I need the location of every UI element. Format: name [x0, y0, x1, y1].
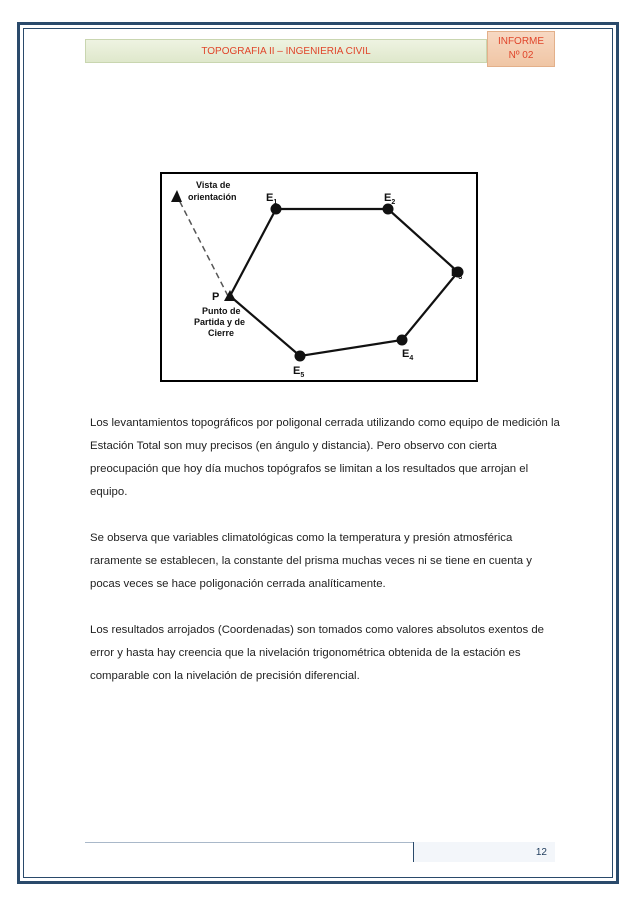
start-label-line3: Cierre: [208, 328, 235, 338]
station-e1-label: $E_1$: [266, 192, 278, 206]
body-text: [90, 412, 560, 711]
station-e2-label: $E_2$: [384, 192, 396, 206]
traverse-diagram-svg: [162, 174, 476, 380]
station-e5-label: $E_5$: [293, 365, 305, 379]
traverse-polygon: [230, 209, 458, 356]
paragraph-variables-climatologicas: Se observa que variables climatológicas como la temperatura y presión atmosférica raramente se establecen, la constante del prisma muchas veces ni se tiene en cuenta y pocas veces se hace poligonación cerrada analíticamente.: [90, 532, 532, 590]
report-badge: [487, 31, 555, 67]
start-label-line2: Partida y de: [194, 317, 246, 327]
traverse-diagram: [160, 172, 478, 382]
report-badge-number: Nº 02: [508, 50, 534, 61]
header-title: TOPOGRAFIA II – INGENIERIA CIVIL: [201, 45, 371, 57]
start-label-line1: Punto de: [202, 306, 241, 316]
point-p-label: P: [212, 291, 220, 303]
station-e5-marker: [295, 351, 306, 362]
station-e4-label: $E_4$: [402, 348, 414, 362]
orientation-triangle: [171, 190, 182, 202]
orientation-label-line1: Vista de: [196, 180, 231, 190]
report-badge-label: INFORME: [497, 36, 545, 47]
footer-page-box: [413, 842, 555, 862]
station-e4-marker: [397, 335, 408, 346]
page-number: 12: [535, 846, 547, 858]
orientation-line: [179, 200, 228, 296]
paragraph-levantamientos: Los levantamientos topográficos por poligonal cerrada utilizando como equipo de medición la Estación Total son muy precisos (en ángulo y distancia). Pero observo con cierta preocupación que hoy día muchos topógrafos se limitan a los resultados que arrojan el equipo.: [90, 417, 560, 498]
orientation-label-line2: orientación: [188, 192, 237, 202]
paragraph-resultados: Los resultados arrojados (Coordenadas) son tomados como valores absolutos exentos de error y hasta hay creencia que la nivelación trigonométrica obtenida de la estación es comparable con la nivelación de precisión diferencial.: [90, 624, 544, 682]
station-e3-label: $E_3$: [451, 267, 463, 281]
header-bar: [85, 39, 487, 63]
